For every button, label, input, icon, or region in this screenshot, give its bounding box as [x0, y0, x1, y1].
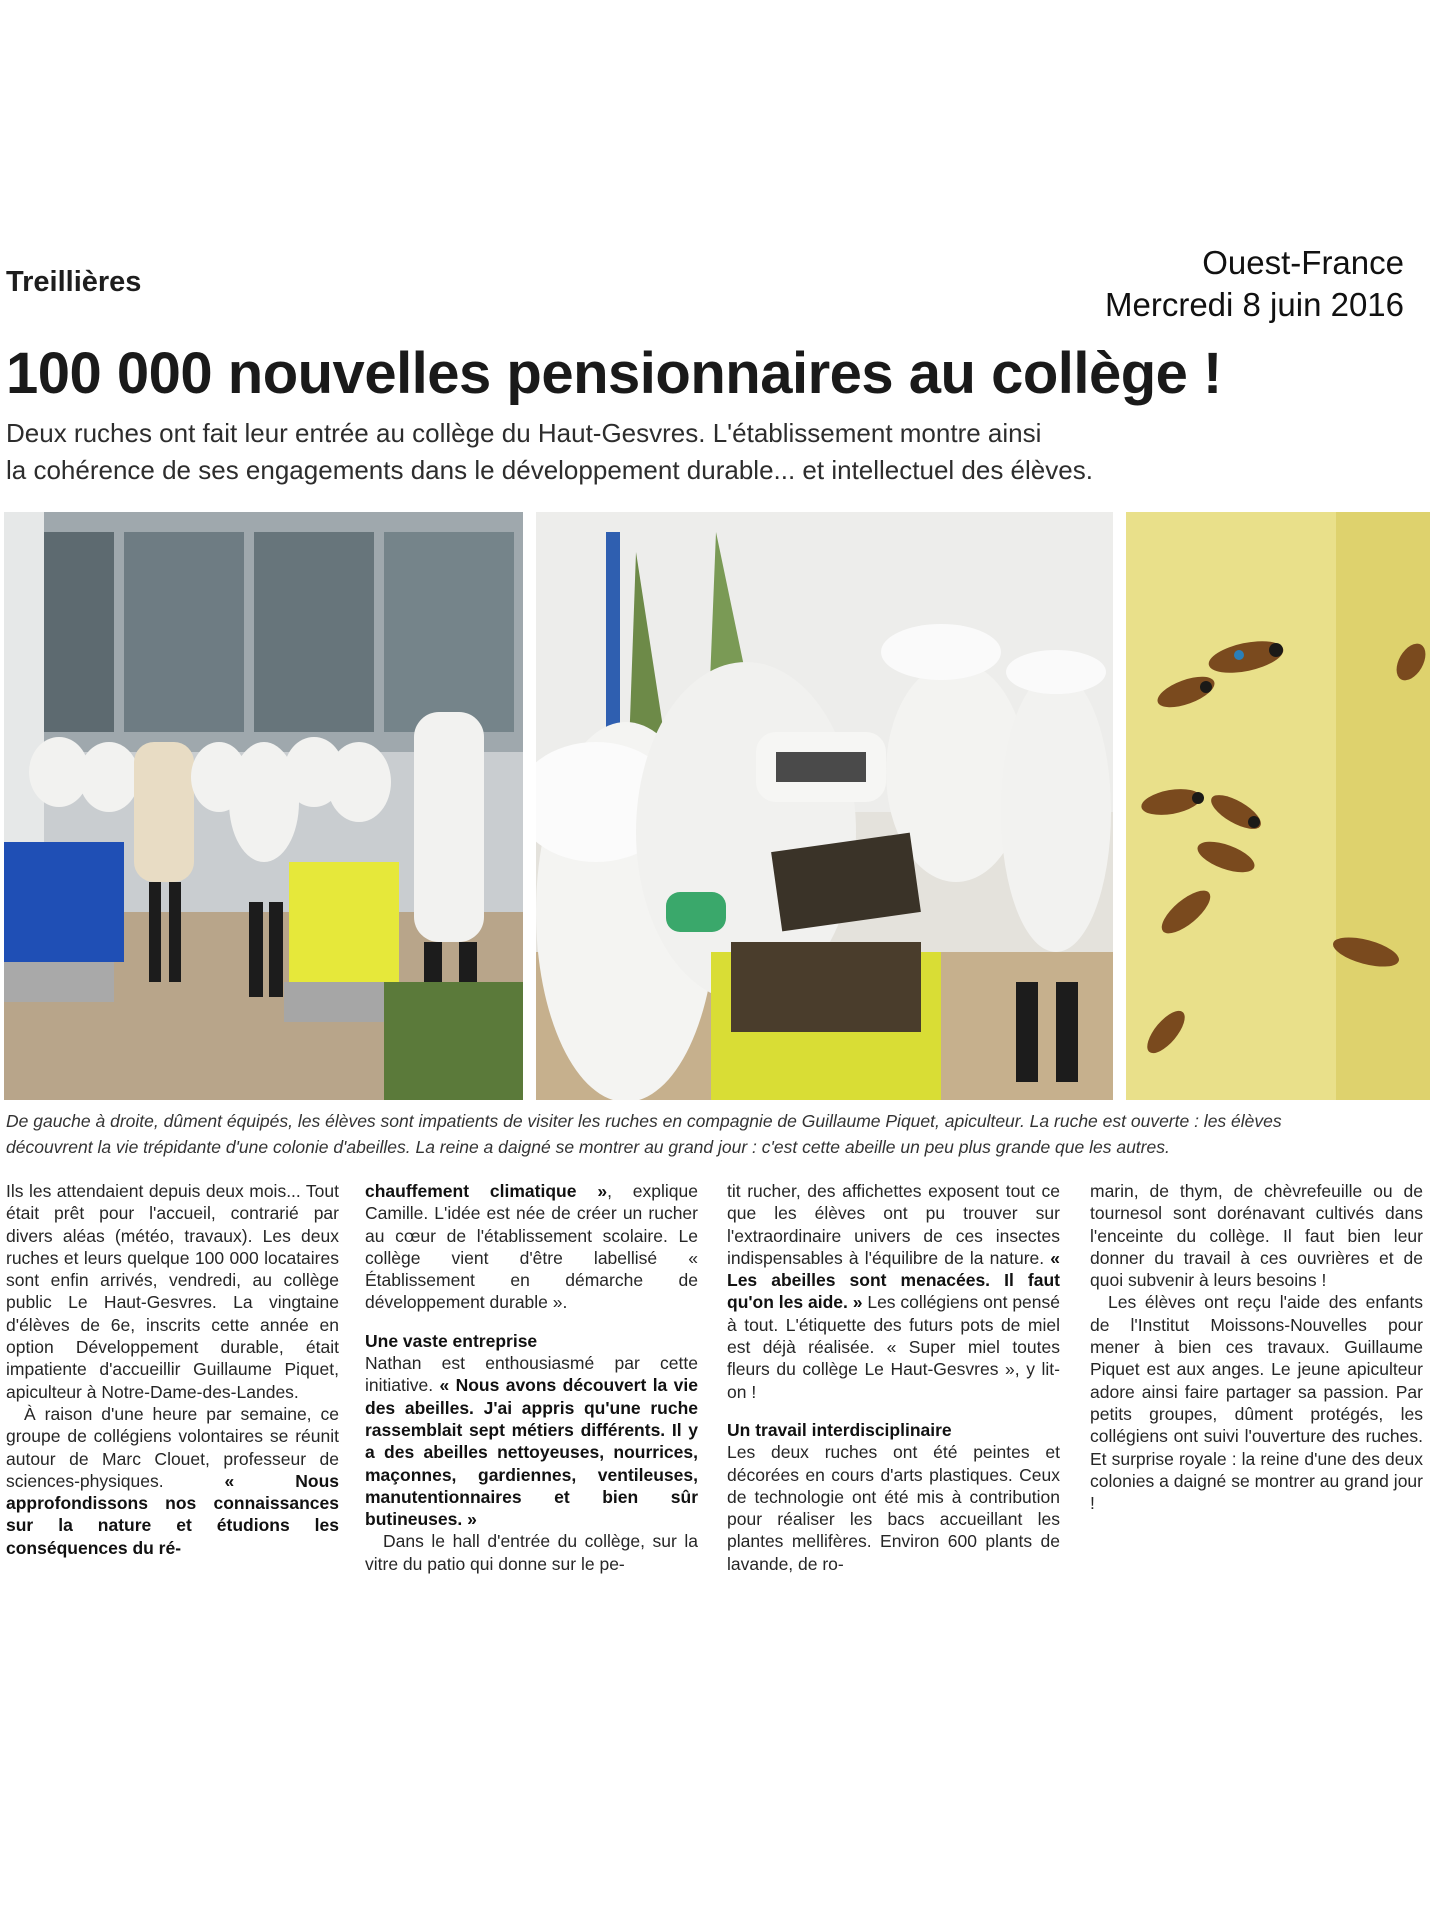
caption-line: De gauche à droite, dûment équipés, les élèves sont impatients de visiter les ruches en compagnie de Guillaume Piquet, apiculteur. La ruche est ouverte : les élèves [6, 1111, 1282, 1131]
quote: « Les abeilles sont menacées. Il faut qu'on les aide. » [727, 1247, 1060, 1313]
article-column-1 [6, 1180, 339, 1559]
standfirst-line: Deux ruches ont fait leur entrée au collège du Haut-Gesvres. L'établissement montre ainsi [6, 418, 1042, 448]
photo-students-with-hives [4, 512, 523, 1100]
photo-bees-on-comb [1126, 512, 1430, 1100]
subheading: Une vaste entreprise [365, 1330, 538, 1351]
paragraph-text: Nathan est enthousiasmé par cette initiative. [365, 1353, 698, 1396]
article-column-3 [727, 1180, 1060, 1575]
article-title: 100 000 nouvelles pensionnaires au collège ! [6, 341, 1222, 406]
paragraph: Ils les attendaient depuis deux mois... Tout était prêt pour l'accueil, contrarié par divers aléas (météo, travaux). Les deux ruches et leurs quelque 100 000 locataires sont enfin arrivés, vendredi, au collège public Le Haut-Gesvres. La vingtaine d'élèves de 6e, inscrits cette année en option Développement durable, était impatiente d'accueillir Guillaume Piquet, apiculteur à Notre-Dame-des-Landes. [6, 1181, 339, 1402]
publication-date: Mercredi 8 juin 2016 [1105, 286, 1404, 323]
article-column-2 [365, 1180, 698, 1575]
paragraph-text: Les collégiens ont pensé à tout. L'étiquette des futurs pots de miel est déjà réalisée. « Super miel toutes fleurs du collège Le Haut-Gesvres », y lit-on ! [727, 1292, 1060, 1402]
paragraph-text: tit rucher, des affichettes exposent tout ce que les élèves ont pu trouver sur l'extraordinaire univers de ces insectes indispensables à l'équilibre de la nature. [727, 1181, 1060, 1268]
caption-line: découvrent la vie trépidante d'une colonie d'abeilles. La reine a daigné se montrer au grand jour : c'est cette abeille un peu plus grande que les autres. [6, 1137, 1170, 1157]
paragraph [727, 1180, 1060, 1403]
article-standfirst [6, 415, 1386, 489]
paragraph: Les élèves ont reçu l'aide des enfants de l'Institut Moissons-Nouvelles pour mener à bien ces travaux. Guillaume Piquet est aux anges. Le jeune apiculteur adore ainsi faire partager sa passion. Par petits groupes, dûment protégés, les collégiens ont suivi l'ouverture des ruches. Et surprise royale : la reine d'une des deux colonies a daigné se montrer au grand jour ! [1090, 1292, 1423, 1514]
newspaper-name: Ouest-France [1202, 244, 1404, 281]
section-kicker: Treillières [6, 266, 142, 298]
subheading: Un travail interdisciplinaire [727, 1419, 952, 1440]
article-column-4 [1090, 1180, 1423, 1514]
photo-hive-inspection [536, 512, 1113, 1100]
standfirst-line: la cohérence de ses engagements dans le développement durable... et intellectuel des élèves. [6, 455, 1093, 485]
paragraph: Les deux ruches ont été peintes et décorées en cours d'arts plastiques. Ceux de technologie ont été mis à contribution pour réaliser les bacs accueillant les plantes mellifères. Environ 600 plants de lavande, de ro- [727, 1442, 1060, 1574]
paragraph: marin, de thym, de chèvrefeuille ou de tournesol sont dorénavant cultivés dans l'enceinte du collège. Il faut bien leur donner du travail à ces ouvrières et de quoi subvenir à leurs besoins ! [1090, 1181, 1423, 1291]
paragraph-text: , explique Camille. L'idée est née de créer un rucher au cœur de l'établissement scolaire. Le collège vient d'être labellisé « Établissement en démarche de développement durable ». [365, 1181, 698, 1313]
quote: « Nous avons découvert la vie des abeilles. J'ai appris qu'une ruche rassemblait sept métiers différents. Il y a des abeilles nettoyeuses, nourrices, maçonnes, gardiennes, ventileuses, manutentionnaires et bien sûr butineuses. » [365, 1375, 698, 1530]
quote: « Nous approfondissons nos connaissances sur la nature et étudions les conséquences du ré- [6, 1470, 339, 1558]
paragraph [365, 1180, 698, 1314]
quote: chauffement climatique » [365, 1181, 608, 1201]
paragraph [365, 1352, 698, 1530]
paragraph [6, 1403, 339, 1559]
publication-info [1105, 242, 1404, 326]
paragraph-text: À raison d'une heure par semaine, ce groupe de collégiens volontaires se réunit autour de Marc Clouet, professeur de sciences-physiques. [6, 1403, 339, 1491]
paragraph: Dans le hall d'entrée du collège, sur la vitre du patio qui donne sur le pe- [365, 1531, 698, 1574]
photo-caption [6, 1108, 1426, 1160]
